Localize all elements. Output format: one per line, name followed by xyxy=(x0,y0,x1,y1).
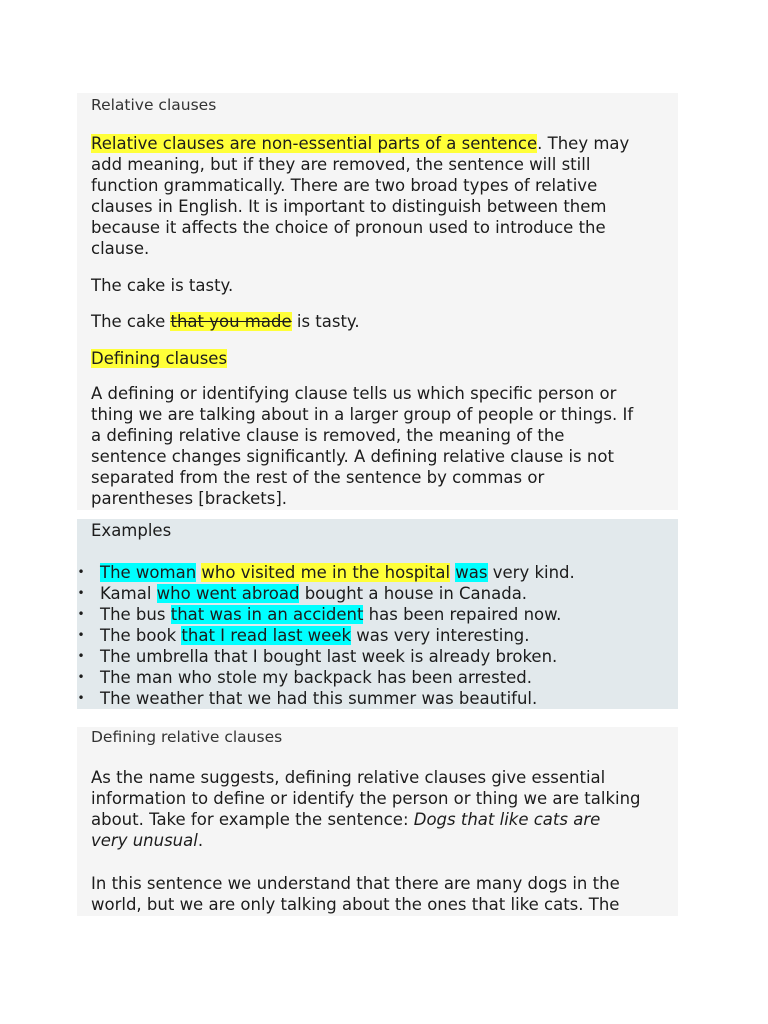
section-title: Defining relative clauses xyxy=(91,728,283,746)
struck-clause: that you made xyxy=(170,312,292,331)
defining-relative-section xyxy=(77,727,678,916)
list-item: • The bus that was in an accident has been repaired now. xyxy=(77,605,562,624)
example-sentence-1: The cake is tasty. xyxy=(91,276,234,295)
list-item: • Kamal who went abroad bought a house in Canada. xyxy=(77,584,528,603)
examples-heading: Examples xyxy=(91,521,172,540)
section-title: Relative clauses xyxy=(91,96,217,114)
example-sentence-2: The cake that you made is tasty. xyxy=(91,312,360,331)
list-item: • The umbrella that I bought last week is already broken. xyxy=(77,647,558,666)
examples-list xyxy=(76,562,575,709)
list-item: • The woman who visited me in the hospital was very kind. xyxy=(77,563,575,582)
list-item: • The man who stole my backpack has been arrested. xyxy=(77,668,533,687)
list-item: • The book that I read last week was very interesting. xyxy=(77,626,530,645)
intro-section xyxy=(77,93,678,510)
defining-heading: Defining clauses xyxy=(91,349,228,368)
intro-highlight: Relative clauses are non-essential parts of a sentence xyxy=(91,134,538,153)
defining-paragraph: A defining or identifying clause tells us which specific person or thing we are talking about in a larger group of people or things. If a defining relative clause is removed, the meaning of the sentence changes significantly. A defining relative clause is not separated from the rest of the sentence by commas or parentheses [brackets]. xyxy=(91,384,634,508)
intro-paragraph: Relative clauses are non-essential parts of a sentence. They may add meaning, but if they are removed, the sentence will still function grammatically. There are two broad types of relative clauses in English. It is important to distinguish between them because it affects the choice of pronoun used to introduce the clause. xyxy=(91,134,630,258)
list-item: • The weather that we had this summer was beautiful. xyxy=(77,689,538,708)
section2-paragraph-2: In this sentence we understand that there are many dogs in the world, but we are only talking about the ones that like cats. The xyxy=(91,874,620,914)
section2-paragraph-1: As the name suggests, defining relative clauses give essential information to define or identify the person or thing we are talking about. Take for example the sentence: Dogs that like cats are very unusual. xyxy=(91,768,641,850)
